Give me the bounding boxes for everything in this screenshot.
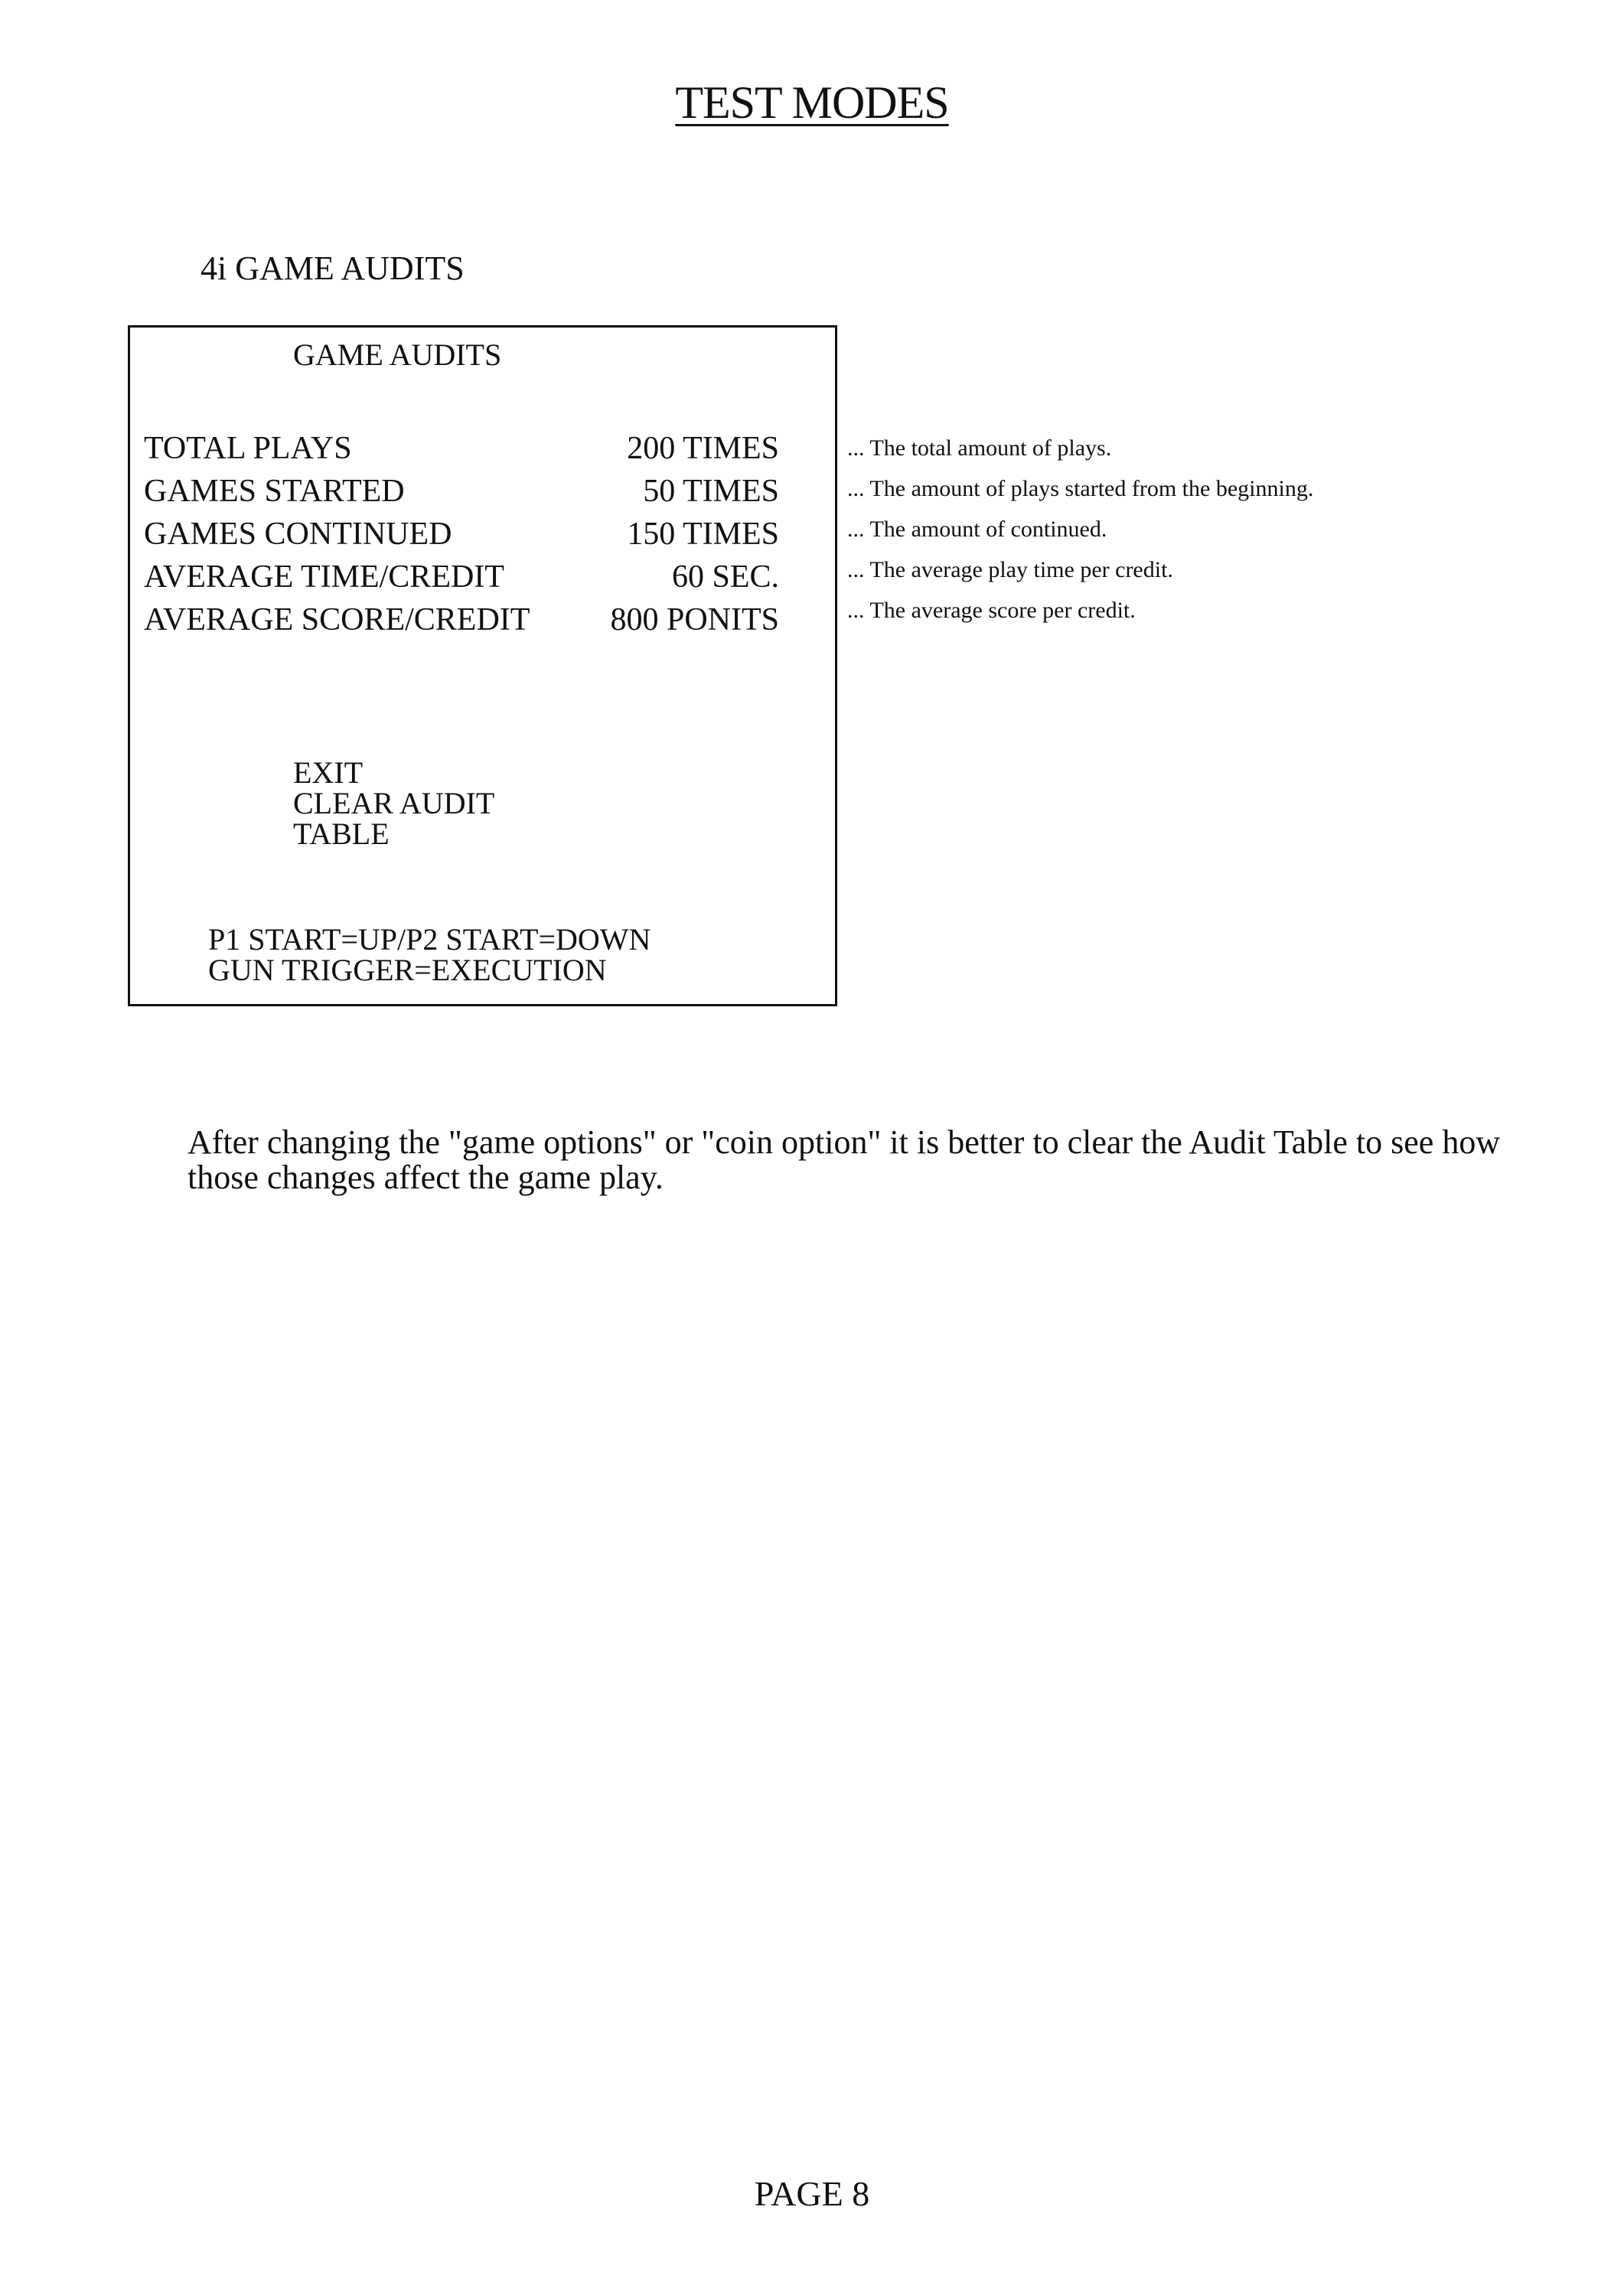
audit-screen-title: GAME AUDITS: [293, 337, 502, 372]
menu-item-clear-audit: CLEAR AUDIT: [293, 786, 495, 820]
control-line-execution: GUN TRIGGER=EXECUTION: [208, 953, 607, 987]
audit-screen-frame: [128, 325, 837, 1006]
audit-value: 50 TIMES: [643, 474, 779, 509]
control-instructions: [208, 924, 651, 986]
menu-item-exit: EXIT: [293, 755, 364, 790]
audit-label: GAMES CONTINUED: [144, 517, 452, 552]
audit-row-average-score: [144, 601, 779, 640]
audit-label: TOTAL PLAYS: [144, 431, 352, 466]
audit-value: 150 TIMES: [627, 517, 779, 552]
audit-value: 800 PONITS: [610, 602, 779, 637]
audit-description-total-plays: ... The total amount of plays.: [847, 435, 1112, 461]
control-line-navigation: P1 START=UP/P2 START=DOWN: [208, 922, 651, 957]
audit-description-games-continued: ... The amount of continued.: [847, 517, 1107, 542]
page-number: PAGE 8: [754, 2174, 870, 2213]
audit-row-total-plays: [144, 430, 779, 468]
audit-value: 200 TIMES: [627, 431, 779, 466]
page-title: TEST MODES: [675, 77, 949, 128]
audit-label: AVERAGE TIME/CREDIT: [144, 559, 504, 595]
audit-row-average-time: [144, 559, 779, 597]
audit-description-average-time: ... The average play time per credit.: [847, 557, 1173, 582]
explanatory-note: After changing the "game options" or "coin option" it is better to clear the Audit Table to see how those changes affect the game play.: [188, 1123, 1501, 1196]
audit-label: AVERAGE SCORE/CREDIT: [144, 602, 530, 637]
audit-row-games-continued: [144, 516, 779, 554]
audit-value: 60 SEC.: [671, 559, 779, 595]
audit-label: GAMES STARTED: [144, 474, 405, 509]
audit-row-games-started: [144, 473, 779, 511]
audit-menu: [293, 755, 495, 851]
audit-description-games-started: ... The amount of plays started from the beginning.: [847, 476, 1314, 501]
audit-description-average-score: ... The average score per credit.: [847, 598, 1136, 623]
section-heading: 4i GAME AUDITS: [201, 249, 465, 287]
menu-item-table: TABLE: [293, 817, 390, 851]
